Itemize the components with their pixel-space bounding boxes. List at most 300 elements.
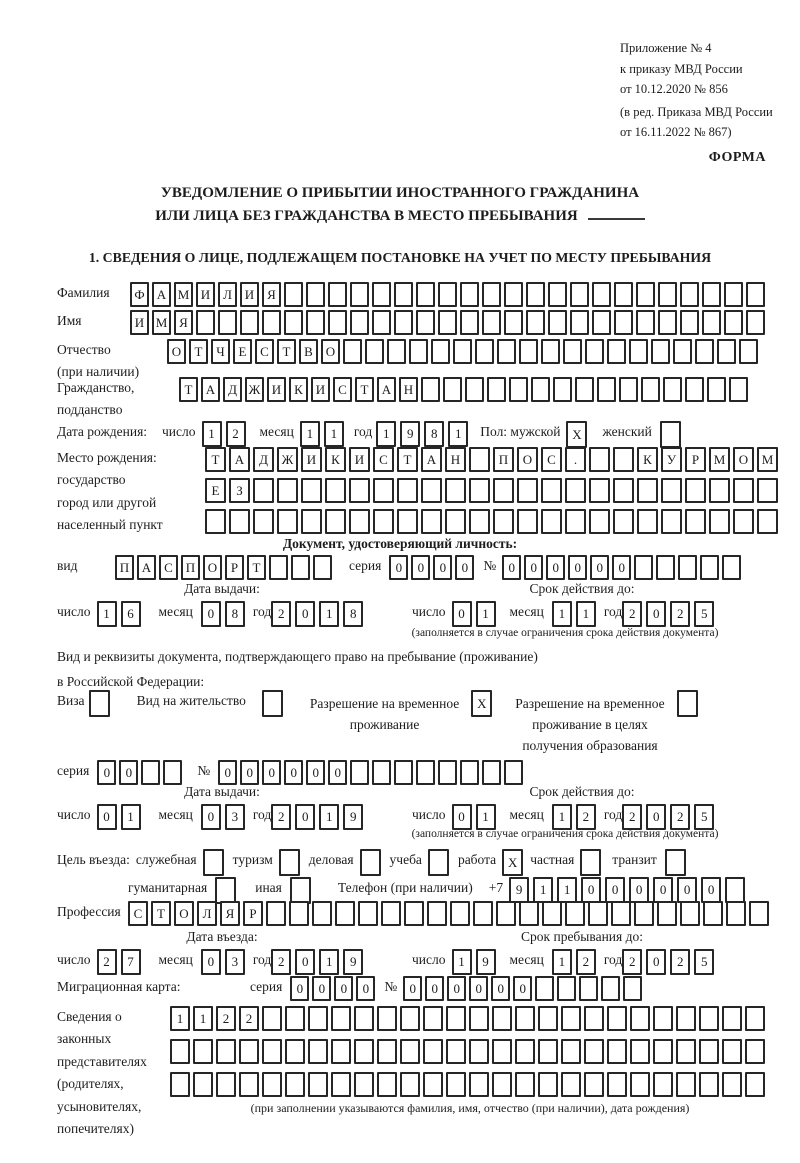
residence-issue-year-cell[interactable]: 2	[271, 804, 291, 830]
surname-cell[interactable]	[746, 282, 765, 307]
legal-reps-cell[interactable]	[285, 1072, 305, 1097]
birth-month-cell[interactable]: 1	[300, 421, 320, 447]
citizenship-cell[interactable]	[707, 377, 726, 402]
legal-reps-cell[interactable]	[607, 1006, 627, 1031]
residence-number-cell[interactable]	[460, 760, 479, 785]
legal-reps-cell[interactable]: 1	[193, 1006, 213, 1031]
legal-reps-cell[interactable]	[676, 1006, 696, 1031]
surname-cell[interactable]	[548, 282, 567, 307]
legal-reps-cell[interactable]	[584, 1039, 604, 1064]
patronymic-cell[interactable]	[387, 339, 406, 364]
residence-valid-month-cell[interactable]: 2	[576, 804, 596, 830]
patronymic-cell[interactable]	[519, 339, 538, 364]
surname-cell[interactable]	[394, 282, 413, 307]
profession-cell[interactable]	[726, 901, 746, 926]
identity-issue-month-cell[interactable]: 0	[201, 601, 221, 627]
purpose-rabota-checkbox[interactable]: X	[502, 849, 523, 876]
patronymic-cell[interactable]	[497, 339, 516, 364]
identity-number-cell[interactable]: 0	[546, 555, 565, 580]
migration-seriya-cell[interactable]: 0	[334, 976, 353, 1001]
birthplace-cell[interactable]	[589, 509, 610, 534]
surname-cell[interactable]	[570, 282, 589, 307]
patronymic-cell[interactable]	[541, 339, 560, 364]
legal-reps-cell[interactable]	[745, 1006, 765, 1031]
patronymic-cell[interactable]: В	[299, 339, 318, 364]
identity-issue-month-cell[interactable]: 8	[225, 601, 245, 627]
temp-permit-checkbox[interactable]: X	[471, 690, 492, 717]
citizenship-cell[interactable]: А	[201, 377, 220, 402]
firstname-cell[interactable]	[680, 310, 699, 335]
visa-checkbox[interactable]	[89, 690, 110, 717]
migration-number-cell[interactable]: 0	[469, 976, 488, 1001]
birthplace-cell[interactable]: М	[757, 447, 778, 472]
legal-reps-cell[interactable]	[538, 1039, 558, 1064]
legal-reps-cell[interactable]: 1	[170, 1006, 190, 1031]
phone-digit-cell[interactable]: 0	[581, 877, 601, 903]
entry-year-cell[interactable]: 1	[319, 949, 339, 975]
profession-cell[interactable]: Я	[220, 901, 240, 926]
birthplace-cell[interactable]	[397, 509, 418, 534]
profession-cell[interactable]	[289, 901, 309, 926]
identity-number-cell[interactable]: 0	[590, 555, 609, 580]
purpose-inaya-checkbox[interactable]	[290, 877, 311, 904]
migration-seriya-cell[interactable]: 0	[290, 976, 309, 1001]
birthplace-cell[interactable]	[229, 509, 250, 534]
birthplace-cell[interactable]: К	[325, 447, 346, 472]
legal-reps-cell[interactable]	[400, 1039, 420, 1064]
residence-number-cell[interactable]: 0	[284, 760, 303, 785]
citizenship-cell[interactable]: И	[311, 377, 330, 402]
birthplace-cell[interactable]	[373, 509, 394, 534]
migration-number-cell[interactable]: 0	[425, 976, 444, 1001]
migration-number-cell[interactable]	[623, 976, 642, 1001]
surname-cell[interactable]: И	[240, 282, 259, 307]
legal-reps-cell[interactable]	[515, 1006, 535, 1031]
entry-day-cell[interactable]: 2	[97, 949, 117, 975]
birthplace-cell[interactable]	[757, 478, 778, 503]
entry-month-cell[interactable]: 3	[225, 949, 245, 975]
legal-reps-cell[interactable]	[538, 1006, 558, 1031]
surname-cell[interactable]	[284, 282, 303, 307]
phone-digit-cell[interactable]: 0	[653, 877, 673, 903]
migration-number-cell[interactable]	[579, 976, 598, 1001]
birthplace-cell[interactable]	[469, 447, 490, 472]
patronymic-cell[interactable]	[365, 339, 384, 364]
firstname-cell[interactable]: И	[130, 310, 149, 335]
citizenship-cell[interactable]	[509, 377, 528, 402]
citizenship-cell[interactable]	[443, 377, 462, 402]
citizenship-cell[interactable]	[619, 377, 638, 402]
legal-reps-cell[interactable]	[377, 1039, 397, 1064]
legal-reps-cell[interactable]	[699, 1072, 719, 1097]
surname-cell[interactable]	[372, 282, 391, 307]
legal-reps-cell[interactable]	[630, 1039, 650, 1064]
legal-reps-cell[interactable]	[446, 1006, 466, 1031]
entry-year-cell[interactable]: 2	[271, 949, 291, 975]
birth-month-cell[interactable]: 1	[324, 421, 344, 447]
birthplace-cell[interactable]: К	[637, 447, 658, 472]
firstname-cell[interactable]	[350, 310, 369, 335]
birthplace-cell[interactable]	[541, 478, 562, 503]
legal-reps-cell[interactable]	[607, 1072, 627, 1097]
citizenship-cell[interactable]: А	[377, 377, 396, 402]
purpose-delovaya-checkbox[interactable]	[360, 849, 381, 876]
firstname-cell[interactable]	[328, 310, 347, 335]
citizenship-cell[interactable]	[553, 377, 572, 402]
birthplace-cell[interactable]	[517, 478, 538, 503]
entry-year-cell[interactable]: 9	[343, 949, 363, 975]
profession-cell[interactable]: Л	[197, 901, 217, 926]
entry-year-cell[interactable]: 0	[295, 949, 315, 975]
identity-number-cell[interactable]	[700, 555, 719, 580]
identity-kind-cell[interactable]: Р	[225, 555, 244, 580]
legal-reps-cell[interactable]	[170, 1072, 190, 1097]
residence-valid-day-cell[interactable]: 1	[476, 804, 496, 830]
identity-number-cell[interactable]: 0	[568, 555, 587, 580]
legal-reps-cell[interactable]	[722, 1039, 742, 1064]
birthplace-cell[interactable]	[421, 509, 442, 534]
profession-cell[interactable]	[657, 901, 677, 926]
birthplace-cell[interactable]	[709, 509, 730, 534]
birthplace-cell[interactable]: Н	[445, 447, 466, 472]
birthplace-cell[interactable]	[493, 509, 514, 534]
identity-kind-cell[interactable]: А	[137, 555, 156, 580]
residence-number-cell[interactable]	[504, 760, 523, 785]
citizenship-cell[interactable]	[487, 377, 506, 402]
legal-reps-cell[interactable]	[676, 1039, 696, 1064]
purpose-ucheba-checkbox[interactable]	[428, 849, 449, 876]
surname-cell[interactable]	[724, 282, 743, 307]
firstname-cell[interactable]	[460, 310, 479, 335]
birthplace-cell[interactable]	[349, 509, 370, 534]
firstname-cell[interactable]	[592, 310, 611, 335]
legal-reps-cell[interactable]	[331, 1039, 351, 1064]
birthplace-cell[interactable]: О	[517, 447, 538, 472]
identity-valid-month-cell[interactable]: 1	[552, 601, 572, 627]
patronymic-cell[interactable]	[475, 339, 494, 364]
residence-number-cell[interactable]: 0	[218, 760, 237, 785]
firstname-cell[interactable]	[746, 310, 765, 335]
citizenship-cell[interactable]	[575, 377, 594, 402]
residence-issue-day-cell[interactable]: 1	[121, 804, 141, 830]
birthplace-cell[interactable]: Е	[205, 478, 226, 503]
citizenship-cell[interactable]	[663, 377, 682, 402]
birthplace-cell[interactable]	[445, 478, 466, 503]
birthplace-cell[interactable]	[301, 478, 322, 503]
legal-reps-cell[interactable]	[561, 1006, 581, 1031]
residence-seriya-cell[interactable]: 0	[119, 760, 138, 785]
identity-number-cell[interactable]	[656, 555, 675, 580]
legal-reps-cell[interactable]	[584, 1072, 604, 1097]
legal-reps-cell[interactable]	[446, 1039, 466, 1064]
birthplace-cell[interactable]: М	[709, 447, 730, 472]
citizenship-cell[interactable]	[421, 377, 440, 402]
profession-cell[interactable]: О	[174, 901, 194, 926]
patronymic-cell[interactable]	[607, 339, 626, 364]
citizenship-cell[interactable]: Т	[355, 377, 374, 402]
residence-valid-year-cell[interactable]: 2	[670, 804, 690, 830]
birthplace-cell[interactable]	[541, 509, 562, 534]
patronymic-cell[interactable]: О	[167, 339, 186, 364]
birthplace-cell[interactable]	[709, 478, 730, 503]
residence-issue-month-cell[interactable]: 0	[201, 804, 221, 830]
patronymic-cell[interactable]	[563, 339, 582, 364]
surname-cell[interactable]: А	[152, 282, 171, 307]
birthplace-cell[interactable]: А	[229, 447, 250, 472]
identity-seriya-cell[interactable]: 0	[389, 555, 408, 580]
legal-reps-cell[interactable]	[561, 1039, 581, 1064]
surname-cell[interactable]	[636, 282, 655, 307]
residence-seriya-cell[interactable]: 0	[97, 760, 116, 785]
residence-number-cell[interactable]: 0	[262, 760, 281, 785]
identity-kind-cell[interactable]	[313, 555, 332, 580]
surname-cell[interactable]	[460, 282, 479, 307]
legal-reps-cell[interactable]	[699, 1039, 719, 1064]
migration-number-cell[interactable]: 0	[491, 976, 510, 1001]
profession-cell[interactable]	[496, 901, 516, 926]
legal-reps-cell[interactable]	[722, 1006, 742, 1031]
entry-day-cell[interactable]: 7	[121, 949, 141, 975]
birthplace-cell[interactable]	[565, 478, 586, 503]
profession-cell[interactable]	[450, 901, 470, 926]
birth-day-cell[interactable]: 2	[226, 421, 246, 447]
identity-number-cell[interactable]: 0	[612, 555, 631, 580]
legal-reps-cell[interactable]	[676, 1072, 696, 1097]
purpose-gumanitarnaya-checkbox[interactable]	[215, 877, 236, 904]
identity-kind-cell[interactable]	[291, 555, 310, 580]
legal-reps-cell[interactable]	[308, 1072, 328, 1097]
residence-number-cell[interactable]	[394, 760, 413, 785]
legal-reps-cell[interactable]	[492, 1006, 512, 1031]
patronymic-cell[interactable]: О	[321, 339, 340, 364]
birthplace-cell[interactable]: З	[229, 478, 250, 503]
profession-cell[interactable]	[312, 901, 332, 926]
phone-digit-cell[interactable]: 1	[533, 877, 553, 903]
profession-cell[interactable]	[404, 901, 424, 926]
birthplace-cell[interactable]	[277, 509, 298, 534]
birthplace-cell[interactable]	[445, 509, 466, 534]
birthplace-cell[interactable]	[421, 478, 442, 503]
surname-cell[interactable]: Ф	[130, 282, 149, 307]
surname-cell[interactable]: И	[196, 282, 215, 307]
birthplace-cell[interactable]	[325, 478, 346, 503]
residence-valid-month-cell[interactable]: 1	[552, 804, 572, 830]
identity-seriya-cell[interactable]: 0	[411, 555, 430, 580]
migration-number-cell[interactable]: 0	[447, 976, 466, 1001]
legal-reps-cell[interactable]: 2	[239, 1006, 259, 1031]
female-checkbox[interactable]	[660, 421, 681, 448]
migration-seriya-cell[interactable]: 0	[356, 976, 375, 1001]
stay-month-cell[interactable]: 1	[552, 949, 572, 975]
profession-cell[interactable]: Р	[243, 901, 263, 926]
patronymic-cell[interactable]: Е	[233, 339, 252, 364]
legal-reps-cell[interactable]	[239, 1072, 259, 1097]
firstname-cell[interactable]	[724, 310, 743, 335]
patronymic-cell[interactable]	[695, 339, 714, 364]
legal-reps-cell[interactable]	[653, 1039, 673, 1064]
legal-reps-cell[interactable]	[377, 1072, 397, 1097]
birthplace-cell[interactable]	[397, 478, 418, 503]
phone-digit-cell[interactable]: 9	[509, 877, 529, 903]
edu-permit-checkbox[interactable]	[677, 690, 698, 717]
migration-number-cell[interactable]: 0	[513, 976, 532, 1001]
birthplace-cell[interactable]	[685, 509, 706, 534]
birthplace-cell[interactable]	[637, 478, 658, 503]
legal-reps-cell[interactable]	[262, 1006, 282, 1031]
profession-cell[interactable]	[703, 901, 723, 926]
legal-reps-cell[interactable]	[285, 1039, 305, 1064]
identity-issue-year-cell[interactable]: 0	[295, 601, 315, 627]
firstname-cell[interactable]	[570, 310, 589, 335]
identity-kind-cell[interactable]: П	[181, 555, 200, 580]
legal-reps-cell[interactable]	[354, 1039, 374, 1064]
legal-reps-cell[interactable]	[745, 1039, 765, 1064]
birthplace-cell[interactable]: Д	[253, 447, 274, 472]
identity-kind-cell[interactable]: Т	[247, 555, 266, 580]
citizenship-cell[interactable]	[597, 377, 616, 402]
birthplace-cell[interactable]	[733, 509, 754, 534]
male-checkbox[interactable]: X	[566, 421, 587, 448]
legal-reps-cell[interactable]	[377, 1006, 397, 1031]
birthplace-cell[interactable]	[205, 509, 226, 534]
birthplace-cell[interactable]	[613, 478, 634, 503]
profession-cell[interactable]	[473, 901, 493, 926]
profession-cell[interactable]	[542, 901, 562, 926]
birthplace-cell[interactable]: О	[733, 447, 754, 472]
legal-reps-cell[interactable]	[584, 1006, 604, 1031]
birthplace-cell[interactable]: С	[373, 447, 394, 472]
identity-issue-year-cell[interactable]: 2	[271, 601, 291, 627]
identity-seriya-cell[interactable]: 0	[433, 555, 452, 580]
legal-reps-cell[interactable]	[262, 1039, 282, 1064]
legal-reps-cell[interactable]	[262, 1072, 282, 1097]
citizenship-cell[interactable]: С	[333, 377, 352, 402]
identity-valid-day-cell[interactable]: 1	[476, 601, 496, 627]
profession-cell[interactable]	[588, 901, 608, 926]
legal-reps-cell[interactable]	[354, 1072, 374, 1097]
birthplace-cell[interactable]	[469, 478, 490, 503]
patronymic-cell[interactable]: Ч	[211, 339, 230, 364]
profession-cell[interactable]: С	[128, 901, 148, 926]
identity-issue-day-cell[interactable]: 1	[97, 601, 117, 627]
residence-number-cell[interactable]	[482, 760, 501, 785]
purpose-chastnaya-checkbox[interactable]	[580, 849, 601, 876]
legal-reps-cell[interactable]	[308, 1006, 328, 1031]
firstname-cell[interactable]	[614, 310, 633, 335]
surname-cell[interactable]	[702, 282, 721, 307]
stay-day-cell[interactable]: 9	[476, 949, 496, 975]
profession-cell[interactable]	[381, 901, 401, 926]
profession-cell[interactable]	[266, 901, 286, 926]
birth-day-cell[interactable]: 1	[202, 421, 222, 447]
stay-year-cell[interactable]: 5	[694, 949, 714, 975]
purpose-turizm-checkbox[interactable]	[279, 849, 300, 876]
legal-reps-cell[interactable]	[193, 1072, 213, 1097]
citizenship-cell[interactable]: Д	[223, 377, 242, 402]
birthplace-cell[interactable]	[589, 447, 610, 472]
birthplace-cell[interactable]: У	[661, 447, 682, 472]
legal-reps-cell[interactable]	[285, 1006, 305, 1031]
migration-number-cell[interactable]: 0	[403, 976, 422, 1001]
residence-seriya-cell[interactable]	[163, 760, 182, 785]
patronymic-cell[interactable]	[585, 339, 604, 364]
legal-reps-cell[interactable]	[400, 1006, 420, 1031]
legal-reps-cell[interactable]	[722, 1072, 742, 1097]
phone-digit-cell[interactable]: 0	[605, 877, 625, 903]
stay-year-cell[interactable]: 2	[670, 949, 690, 975]
firstname-cell[interactable]	[240, 310, 259, 335]
residence-number-cell[interactable]: 0	[306, 760, 325, 785]
legal-reps-cell[interactable]	[354, 1006, 374, 1031]
surname-cell[interactable]	[526, 282, 545, 307]
citizenship-cell[interactable]	[531, 377, 550, 402]
identity-issue-year-cell[interactable]: 8	[343, 601, 363, 627]
legal-reps-cell[interactable]	[423, 1072, 443, 1097]
residence-number-cell[interactable]: 0	[240, 760, 259, 785]
patronymic-cell[interactable]	[453, 339, 472, 364]
citizenship-cell[interactable]	[465, 377, 484, 402]
birthplace-cell[interactable]	[517, 509, 538, 534]
legal-reps-cell[interactable]	[492, 1072, 512, 1097]
legal-reps-cell[interactable]	[630, 1072, 650, 1097]
birthplace-cell[interactable]	[565, 509, 586, 534]
birthplace-cell[interactable]	[373, 478, 394, 503]
residence-seriya-cell[interactable]	[141, 760, 160, 785]
stay-year-cell[interactable]: 2	[622, 949, 642, 975]
birthplace-cell[interactable]: П	[493, 447, 514, 472]
birthplace-cell[interactable]	[757, 509, 778, 534]
residence-number-cell[interactable]	[438, 760, 457, 785]
firstname-cell[interactable]	[394, 310, 413, 335]
birth-year-cell[interactable]: 1	[448, 421, 468, 447]
firstname-cell[interactable]	[284, 310, 303, 335]
legal-reps-cell[interactable]	[538, 1072, 558, 1097]
birthplace-cell[interactable]: .	[565, 447, 586, 472]
surname-cell[interactable]	[614, 282, 633, 307]
patronymic-cell[interactable]: Т	[189, 339, 208, 364]
citizenship-cell[interactable]: Т	[179, 377, 198, 402]
profession-cell[interactable]	[519, 901, 539, 926]
birthplace-cell[interactable]	[469, 509, 490, 534]
residence-issue-year-cell[interactable]: 9	[343, 804, 363, 830]
identity-seriya-cell[interactable]: 0	[455, 555, 474, 580]
patronymic-cell[interactable]: С	[255, 339, 274, 364]
phone-digit-cell[interactable]: 0	[701, 877, 721, 903]
patronymic-cell[interactable]	[431, 339, 450, 364]
surname-cell[interactable]: М	[174, 282, 193, 307]
legal-reps-cell[interactable]	[515, 1072, 535, 1097]
surname-cell[interactable]	[350, 282, 369, 307]
patronymic-cell[interactable]	[717, 339, 736, 364]
legal-reps-cell[interactable]	[331, 1072, 351, 1097]
surname-cell[interactable]: Л	[218, 282, 237, 307]
entry-month-cell[interactable]: 0	[201, 949, 221, 975]
citizenship-cell[interactable]: Ж	[245, 377, 264, 402]
purpose-tranzit-checkbox[interactable]	[665, 849, 686, 876]
profession-cell[interactable]	[565, 901, 585, 926]
firstname-cell[interactable]	[482, 310, 501, 335]
legal-reps-cell[interactable]	[331, 1006, 351, 1031]
phone-digit-cell[interactable]: 0	[677, 877, 697, 903]
legal-reps-cell[interactable]	[515, 1039, 535, 1064]
birthplace-cell[interactable]	[349, 478, 370, 503]
legal-reps-cell[interactable]	[607, 1039, 627, 1064]
surname-cell[interactable]	[482, 282, 501, 307]
legal-reps-cell[interactable]	[170, 1039, 190, 1064]
birthplace-cell[interactable]: А	[421, 447, 442, 472]
birthplace-cell[interactable]	[733, 478, 754, 503]
legal-reps-cell[interactable]	[561, 1072, 581, 1097]
